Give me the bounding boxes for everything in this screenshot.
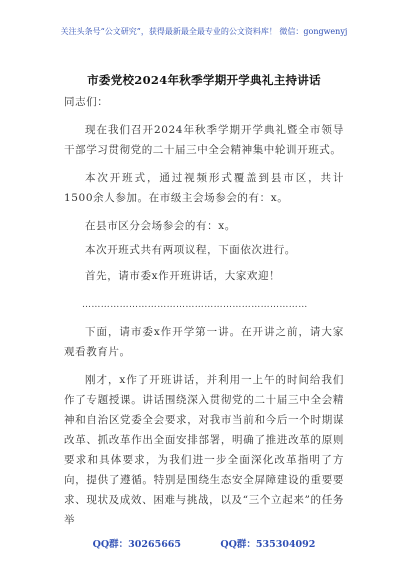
separator-dots: ………………………………………………………………	[82, 300, 308, 310]
paragraph-4: 本次开班式共有两项议程，下面依次进行。	[85, 244, 296, 256]
qq-group-1: QQ群：30265665	[92, 539, 182, 550]
paragraph-5: 首先，请市委x作开班讲话，大家欢迎！	[85, 270, 281, 282]
paragraph-2: 本次开班式，通过视频形式覆盖到县市区，共计1500余人参加。在市级主会场参会的有：x。	[64, 172, 344, 204]
paragraph-group-5	[64, 266, 344, 286]
paragraph-3: 在县市区分会场参会的有：x。	[85, 220, 236, 232]
paragraph-6: 下面，请市委x作开学第一讲。在开讲之前，请大家观看教育片。	[64, 326, 344, 358]
paragraph-group-6	[64, 322, 344, 362]
footer-contact	[0, 536, 408, 550]
paragraph-group-1	[64, 120, 344, 160]
paragraph-group-3	[64, 216, 344, 236]
salutation-block	[64, 92, 344, 112]
paragraph-1: 现在我们召开2024年秋季学期开学典礼暨全市领导干部学习贯彻党的二十届三中全会精神集中轮训开班式。	[64, 124, 344, 156]
promo-banner: 关注头条号“公文研究”，获得最新最全最专业的公文资料库！ 微信：gongwenyj	[60, 27, 348, 36]
paragraph-group-2	[64, 168, 344, 208]
paragraph-group-4	[64, 240, 344, 260]
paragraph-7: 刚才，x作了开班讲话，并利用一上午的时间给我们作了专题授课。讲话围绕深入贯彻党的二十届三中全会精神和自治区党委全会要求，对我市当前和今后一个时期谋改革、抓改革作出全面安排部署，明确了推进改革的原则要求和具体要求，为我们进一步全面深化改革指明了方向，提供了遵循。特别是围绕生态安全屏障建设的重要要求、现状及成效、困难与挑战，以及“三个立起来”的任务举	[64, 374, 344, 526]
paragraph-group-7	[64, 370, 344, 530]
salutation: 同志们：	[64, 96, 109, 108]
qq-group-2: QQ群：535304092	[220, 539, 316, 550]
document-title: 市委党校2024年秋季学期开学典礼主持讲话	[87, 73, 321, 87]
